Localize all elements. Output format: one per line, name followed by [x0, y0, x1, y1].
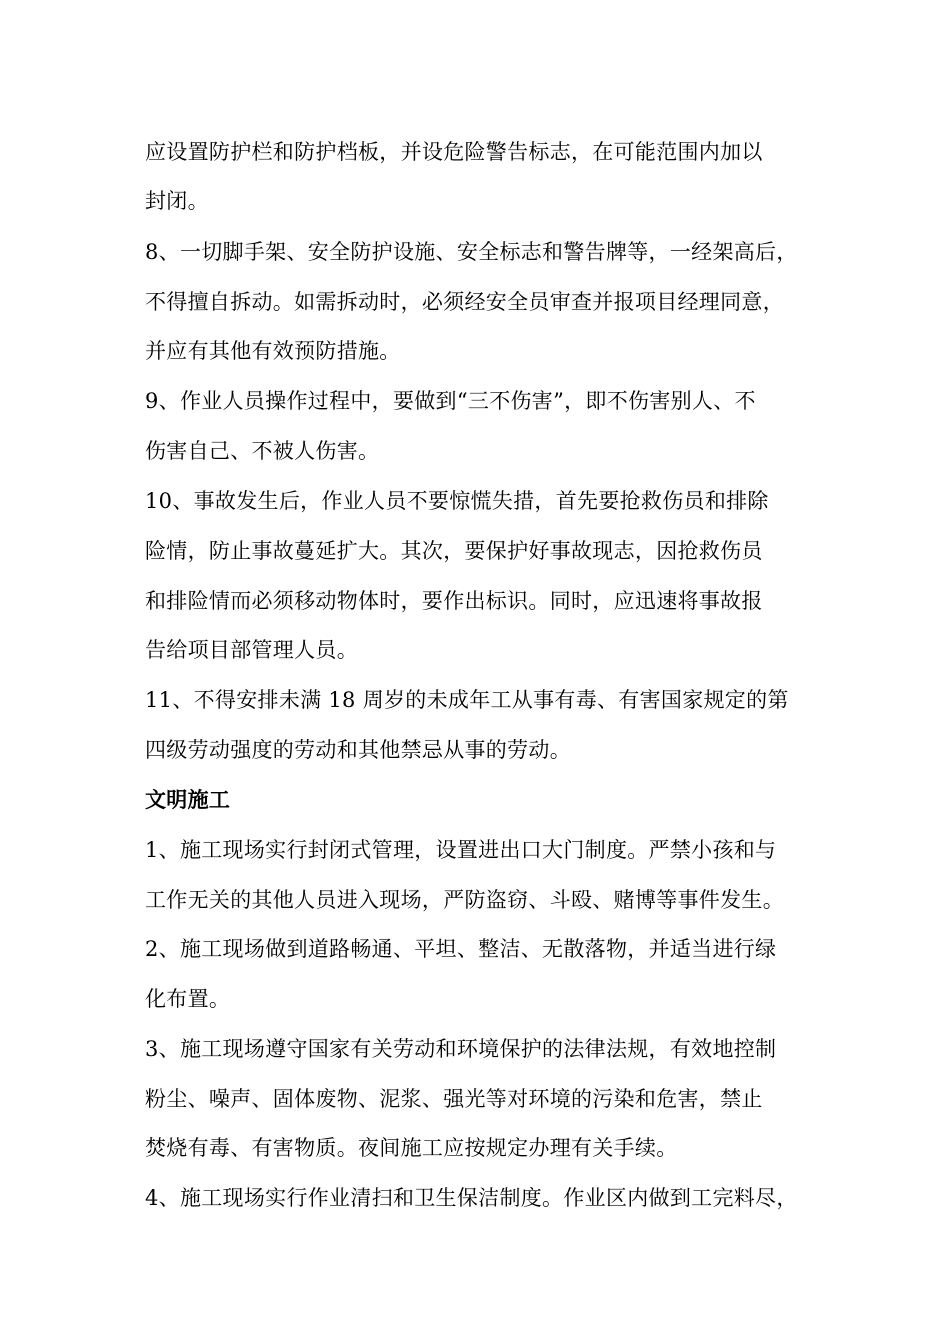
text-line: 和排险情而必须移动物体时，要作出标识。同时，应迅速将事故报 — [145, 589, 763, 613]
text-line: 封闭。 — [145, 189, 209, 213]
text-line: 2、施工现场做到道路畅通、平坦、整洁、无散落物，并适当进行绿 — [145, 937, 777, 961]
text-line: 告给项目部管理人员。 — [145, 638, 358, 662]
text-line: 应设置防护栏和防护档板，并设危险警告标志，在可能范围内加以 — [145, 140, 763, 164]
text-line: 11、不得安排未满 18 周岁的未成年工从事有毒、有害国家规定的第 — [145, 688, 789, 712]
text-line: 工作无关的其他人员进入现场，严防盗窃、斗殴、赌博等事件发生。 — [145, 888, 784, 912]
text-line: 8、一切脚手架、安全防护设施、安全标志和警告牌等，一经架高后， — [145, 240, 798, 264]
text-line: 焚烧有毒、有害物质。夜间施工应按规定办理有关手续。 — [145, 1136, 678, 1160]
text-line: 不得擅自拆动。如需拆动时，必须经安全员审查并报项目经理同意， — [145, 290, 784, 314]
text-line: 4、施工现场实行作业清扫和卫生保洁制度。作业区内做到工完料尽， — [145, 1186, 798, 1210]
text-line: 粉尘、噪声、固体废物、泥浆、强光等对环境的污染和危害，禁止 — [145, 1087, 763, 1111]
text-line: 并应有其他有效预防措施。 — [145, 339, 401, 363]
section-heading: 文明施工 — [145, 787, 231, 812]
text-line: 伤害自己、不被人伤害。 — [145, 439, 380, 463]
text-line: 1、施工现场实行封闭式管理，设置进出口大门制度。严禁小孩和与 — [145, 838, 777, 862]
text-line: 3、施工现场遵守国家有关劳动和环境保护的法律法规，有效地控制 — [145, 1037, 777, 1061]
text-line: 化布置。 — [145, 987, 231, 1011]
text-line: 9、作业人员操作过程中，要做到“三不伤害”，即不伤害别人、不 — [145, 389, 756, 413]
text-line: 10、事故发生后，作业人员不要惊慌失措，首先要抢救伤员和排除 — [145, 489, 769, 513]
text-line: 险情，防止事故蔓延扩大。其次，要保护好事故现志，因抢救伤员 — [145, 539, 763, 563]
text-line: 四级劳动强度的劳动和其他禁忌从事的劳动。 — [145, 738, 571, 762]
